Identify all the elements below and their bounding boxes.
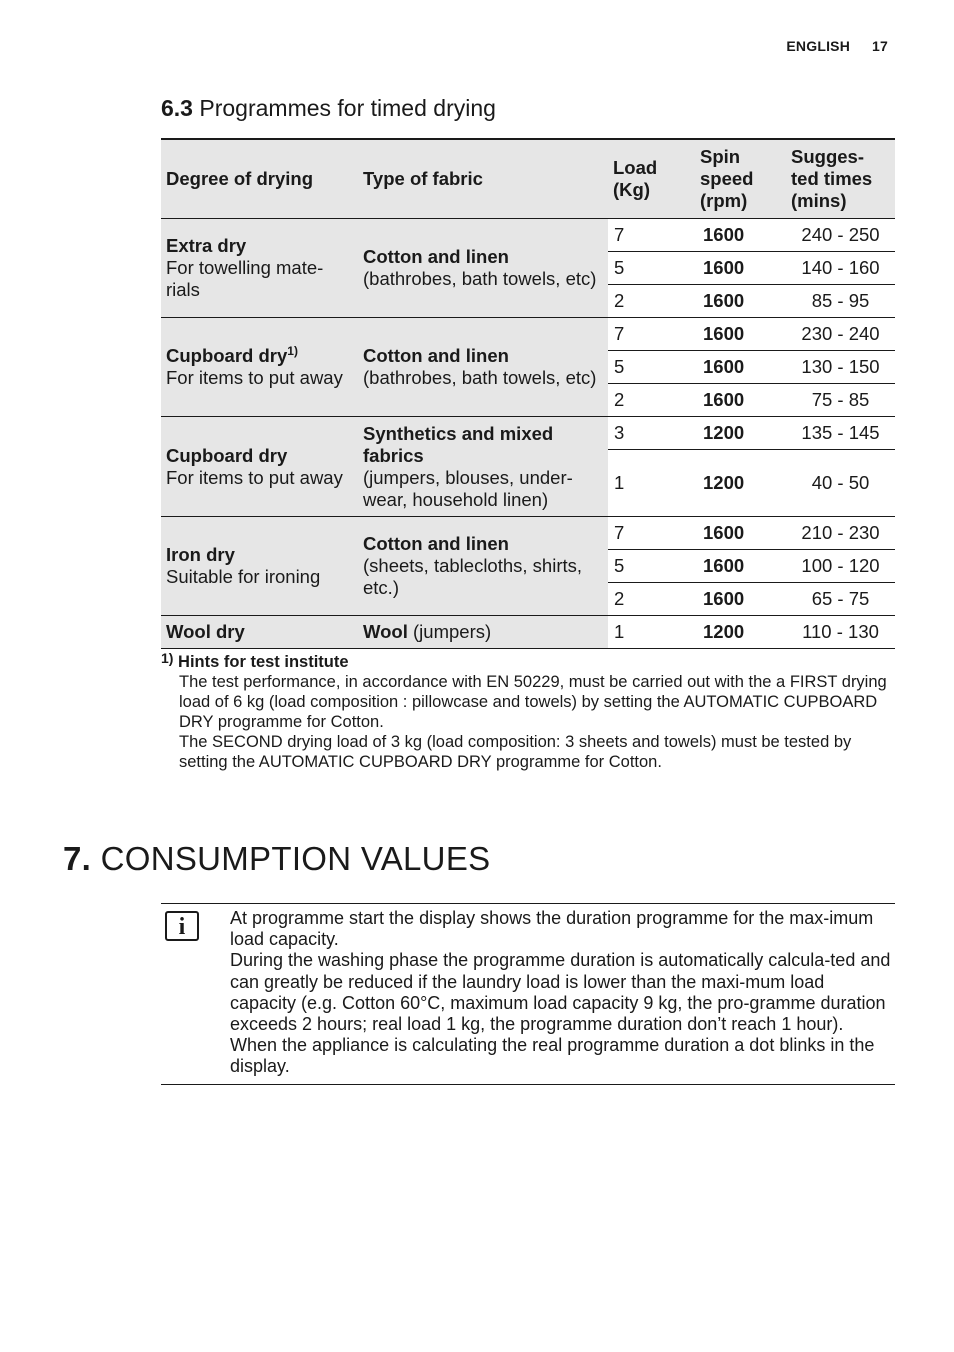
info-icon: i <box>165 911 199 941</box>
table-row <box>161 517 895 550</box>
fabric-cell <box>358 616 608 649</box>
degree-title: Wool dry <box>166 621 245 642</box>
fabric-cell <box>358 219 608 318</box>
section-title-text: Programmes for timed drying <box>199 95 496 121</box>
spin-cell: 1600 <box>695 252 786 285</box>
table-body <box>161 219 895 649</box>
running-header <box>786 38 888 54</box>
table-row <box>161 219 895 252</box>
degree-cell <box>161 417 358 517</box>
spin-cell: 1200 <box>695 450 786 517</box>
spin-cell: 1600 <box>695 384 786 417</box>
fabric-description: (bathrobes, bath towels, etc) <box>363 268 597 289</box>
fabric-title: Cotton and linen <box>363 533 509 554</box>
fabric-title: Cotton and linen <box>363 345 509 366</box>
chapter-title-text: CONSUMPTION VALUES <box>100 840 491 877</box>
load-cell: 1 <box>608 450 695 517</box>
fabric-description: (sheets, tablecloths, shirts, etc.) <box>363 555 583 598</box>
fabric-title: Wool <box>363 621 408 642</box>
load-cell: 7 <box>608 517 695 550</box>
time-cell: 85 - 95 <box>786 285 895 318</box>
degree-description: For towelling mate-rials <box>166 257 324 300</box>
fabric-description: (jumpers) <box>413 621 492 642</box>
page-number: 17 <box>872 38 888 54</box>
spin-cell: 1600 <box>695 285 786 318</box>
info-paragraph: During the washing phase the programme duration is automatically calcula-ted and can greatly be reduced if the laundry load is lower than the maxi-mum load capacity (e.g. Cotton 60°C, maximum load capacity 9 kg, the pro-gramme duration exceeds 2 hours; real load 1 kg, the programme duration don’t reach 1 hour). <box>230 950 891 1035</box>
time-cell: 40 - 50 <box>786 450 895 517</box>
degree-title: Iron dry <box>166 544 235 565</box>
header-load: Load (Kg) <box>608 139 695 219</box>
info-box <box>161 903 895 1085</box>
degree-cell <box>161 219 358 318</box>
fabric-cell <box>358 417 608 517</box>
time-cell: 100 - 120 <box>786 550 895 583</box>
header-spin: Spin speed (rpm) <box>695 139 786 219</box>
info-paragraph: At programme start the display shows the duration programme for the max-imum load capacity. <box>230 908 874 950</box>
degree-description: For items to put away <box>166 367 343 388</box>
section-number: 6.3 <box>161 95 193 121</box>
load-cell: 1 <box>608 616 695 649</box>
programmes-table <box>161 138 895 649</box>
degree-footnote-ref: 1) <box>287 343 298 358</box>
degree-title: Cupboard dry <box>166 345 288 366</box>
load-cell: 5 <box>608 351 695 384</box>
footnote-title-text: Hints for test institute <box>178 653 349 671</box>
footnote-line: The SECOND drying load of 3 kg (load composition: 3 sheets and towels) must be tested by setting the AUTOMATIC CUPBOARD DRY programme for Cotton. <box>179 733 852 771</box>
load-cell: 7 <box>608 318 695 351</box>
fabric-title: Cotton and linen <box>363 246 509 267</box>
fabric-title: Synthetics and mixed fabrics <box>363 422 554 466</box>
spin-cell: 1600 <box>695 517 786 550</box>
load-cell: 2 <box>608 384 695 417</box>
time-cell: 110 - 130 <box>786 616 895 649</box>
fabric-description: (jumpers, blouses, under-wear, household linen) <box>363 466 573 510</box>
table-row <box>161 417 895 450</box>
spin-cell: 1600 <box>695 351 786 384</box>
info-text <box>230 908 895 1078</box>
footnote-line: The test performance, in accordance with EN 50229, must be carried out with the a FIRST drying load of 6 kg (load composition : pillowcase and towels) by setting the AUTOMATIC CUPBOARD DRY programme for Cotton. <box>179 673 887 731</box>
fabric-cell <box>358 318 608 417</box>
fabric-description: (bathrobes, bath towels, etc) <box>363 367 597 388</box>
degree-title: Extra dry <box>166 235 247 256</box>
chapter-number: 7. <box>63 840 92 877</box>
time-cell: 130 - 150 <box>786 351 895 384</box>
degree-cell <box>161 318 358 417</box>
degree-cell <box>161 616 358 649</box>
section-title <box>161 95 496 122</box>
degree-title: Cupboard dry <box>166 444 288 466</box>
fabric-cell <box>358 517 608 616</box>
footnote-marker: 1) <box>161 650 174 666</box>
time-cell: 140 - 160 <box>786 252 895 285</box>
table-row <box>161 616 895 649</box>
degree-description: For items to put away <box>166 466 343 488</box>
load-cell: 2 <box>608 583 695 616</box>
footnote-title <box>161 652 901 672</box>
load-cell: 5 <box>608 252 695 285</box>
footnote <box>161 652 901 772</box>
spin-cell: 1200 <box>695 417 786 450</box>
load-cell: 7 <box>608 219 695 252</box>
time-cell: 240 - 250 <box>786 219 895 252</box>
spin-cell: 1600 <box>695 219 786 252</box>
footnote-body <box>179 672 901 772</box>
header-language: ENGLISH <box>786 38 851 54</box>
spin-cell: 1200 <box>695 616 786 649</box>
degree-description: Suitable for ironing <box>166 566 321 587</box>
info-paragraph: When the appliance is calculating the real programme duration a dot blinks in the display. <box>230 1035 875 1077</box>
chapter-title <box>63 840 490 878</box>
header-fabric: Type of fabric <box>358 139 608 219</box>
time-cell: 75 - 85 <box>786 384 895 417</box>
spin-cell: 1600 <box>695 550 786 583</box>
load-cell: 5 <box>608 550 695 583</box>
spin-cell: 1600 <box>695 318 786 351</box>
time-cell: 65 - 75 <box>786 583 895 616</box>
table-row <box>161 318 895 351</box>
degree-cell <box>161 517 358 616</box>
load-cell: 3 <box>608 417 695 450</box>
time-cell: 210 - 230 <box>786 517 895 550</box>
time-cell: 230 - 240 <box>786 318 895 351</box>
load-cell: 2 <box>608 285 695 318</box>
time-cell: 135 - 145 <box>786 417 895 450</box>
header-degree: Degree of drying <box>161 139 358 219</box>
header-time: Sugges-ted times (mins) <box>786 139 895 219</box>
table-header-row <box>161 139 895 219</box>
spin-cell: 1600 <box>695 583 786 616</box>
